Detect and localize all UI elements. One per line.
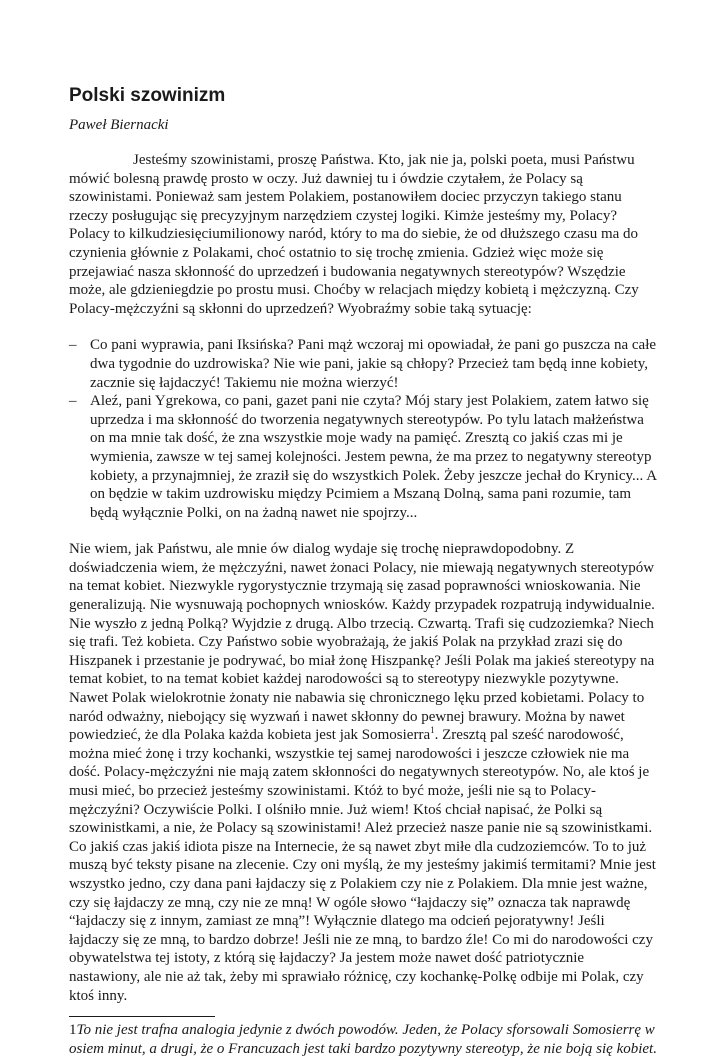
dialog-line-1	[69, 336, 657, 392]
dash-bullet: –	[69, 337, 77, 354]
document-page	[69, 84, 657, 1059]
dialog-line-text: Co pani wyprawia, pani Iksińska? Pani mąż wczoraj mi opowiadał, że pani go puszcza na całe dwa tygodnie do uzdrowiska? Nie wie pani, jakie są chłopy? Przecież tam będą inne kobiety, zacznie się łajdaczyć! Takiemu nie można wierzyć!	[90, 337, 657, 391]
intro-paragraph: Jesteśmy szowinistami, proszę Państwa. Kto, jak nie ja, polski poeta, musi Państwu mówić bolesną prawdę prosto w oczy. Już dawniej tu i ówdzie czytałem, że Polacy są szowinistami. Ponieważ sam jestem Polakiem, postanowiłem dociec przyczyn takiego stanu rzeczy posługując się precyzyjnym narzędziem czystej logiki. Kimże jesteśmy my, Polacy? Polacy to kilkudziesięciumilionowy naród, który to ma do siebie, że od dłuższego czasu ma do czynienia głównie z Polakami, choć ostatnio to się trochę zmienia. Gdzież więc może się przejawiać nasza skłonność do uprzedzeń i budowania negatywnych stereotypów? Wszędzie może, ale gdzieniegdzie po prostu musi. Choćby w relacjach między kobietą i mężczyzną. Czy Polacy-mężczyźni są skłonni do uprzedzeń? Wyobraźmy sobie taką sytuację:	[69, 152, 639, 317]
footnote-text: To nie jest trafna analogia jedynie z dwóch powodów. Jeden, że Polacy sforsowali Somosierrę w osiem minut, a drugi, że o Francuzach jest taki bardzo pozytywny stereotyp, że nie boją się kobiet.	[69, 1022, 657, 1058]
main-paragraph-part-1: Nie wiem, jak Państwu, ale mnie ów dialog wydaje się trochę nieprawdopodobny. Z doświadczenia wiem, że mężczyźni, nawet żonaci Polacy, nie miewają negatywnych stereotypów na temat kobiet. Niezwykle rygorystycznie trzymają się zasad poprawności wnioskowania. Nie generalizują. Nie wysnuwają pochopnych wniosków. Każdy przypadek rozpatrują indywidualnie. Nie wyszło z jedną Polką? Wyjdzie z drugą. Albo trzecią. Czwartą. Trafi się cudzoziemka? Niech się trafi. Też kobieta. Czy Państwo sobie wyobrażają, że jakiś Polak na przykład zrazi się do Hiszpanek i przestanie je podrywać, bo miał żonę Hiszpankę? Jeśli Polak ma jakieś stereotypy na temat kobiet, to na temat kobiet każdej narodowości są to stereotypy niezwykle pozytywne. Nawet Polak wielokrotnie żonaty nie nabawia się chronicznego lęku przed kobietami. Polacy to naród odważny, niebojący się wyzwań i nawet skłonny do pewnej brawury. Można by nawet powiedzieć, że dla Polaka każda kobieta jest jak Somosierra	[69, 541, 655, 744]
footnote-separator	[69, 1016, 215, 1017]
dialog-line-2	[69, 392, 657, 522]
article-title: Polski szowinizm	[69, 85, 226, 106]
footnote	[69, 1021, 657, 1059]
main-paragraph-part-2: . Zresztą pal sześć narodowość, można mieć żonę i trzy kochanki, wszystkie tej samej narodowości i jeszcze człowiek nie ma dość. Polacy-mężczyźni nie mają zatem skłonności do negatywnych stereotypów. No, ale ktoś je musi mieć, bo przecież jesteśmy szowinistami. Któż to być może, jeśli nie są to Polacy-mężczyźni? Oczywiście Polki. I olśniło mnie. Już wiem! Ktoś chciał napisać, że Polki są szowinistkami, a nie, że Polacy są szowinistami! Ależ przecież nasze panie nie są szowinistkami. Co jakiś czas jakiś idiota pisze na Internecie, że są nawet zbyt miłe dla cudzoziemców. To to już muszą być teksty pisane na zlecenie. Czy oni myślą, że my jesteśmy jakimiś termitami? Mnie jest wszystko jedno, czy dana pani łajdaczy się z Polakiem czy nie z Polakiem. Dla mnie jest ważne, czy się łajdaczy ze mną, czy nie ze mną! W ogóle słowo “łajdaczy się” oznacza tak naprawdę “łajdaczy się z innym, zamiast ze mną”! Wyłącznie dlatego ma odcień pejoratywny! Jeśli łajdaczy się ze mną, to bardzo dobrze! Jeśli nie ze mną, to bardzo źle! Co mi do narodowości czy obywatelstwa tej istoty, z którą się łajdaczy? Ja jestem może nawet dość patriotycznie nastawiony, ale nie aż tak, żeby mi sprawiało różnicę, czy kochankę-Polkę odbije mi Polak, czy ktoś inny.	[69, 727, 656, 1004]
footnote-reference[interactable]: 1	[430, 725, 435, 736]
dialog-line-text: Aleź, pani Ygrekowa, co pani, gazet pani nie czyta? Mój stary jest Polakiem, zatem łatwo się uprzedza i ma skłonność do tworzenia negatywnych stereotypów. Po tylu latach małżeństwa on ma mnie tak dość, że zna wszystkie moje wady na pamięć. Zresztą co jakiś czas mi je wymienia, zawsze w tej samej kolejności. Jestem pewna, że ma przez to negatywny stereotyp kobiety, a przynajmniej, że zraził się do wszystkich Polek. Żeby jeszcze jechał do Krynicy... A on będzie w takim uzdrowisku między Pcimiem a Mszaną Dolną, sama pani rozumie, tam będą wyłącznie Polki, on na żadną nawet nie spojrzy...	[90, 393, 657, 521]
footnote-number: 1	[69, 1022, 77, 1039]
article-author: Paweł Biernacki	[69, 117, 169, 133]
dialog-list	[69, 336, 657, 522]
main-paragraph	[69, 540, 657, 1005]
dash-bullet: –	[69, 393, 77, 410]
